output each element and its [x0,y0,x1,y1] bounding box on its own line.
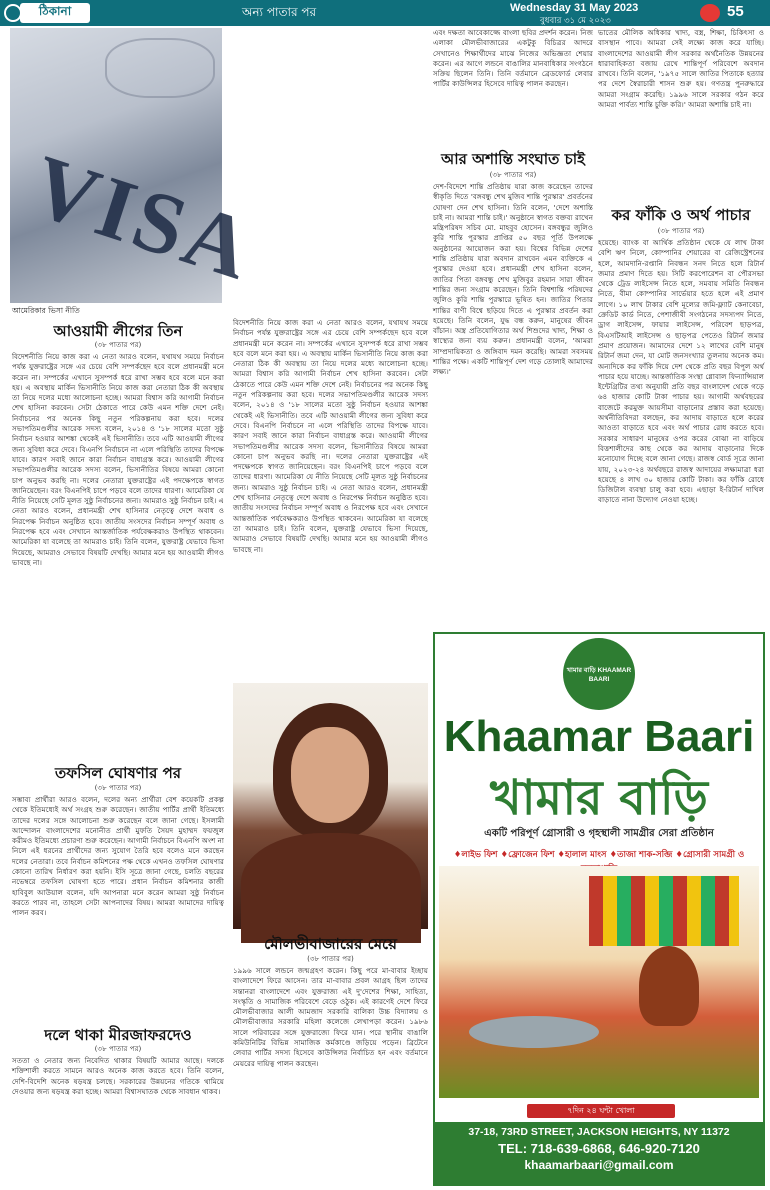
ad-items: ♦লাইভ ফিশ ♦ফ্রোজেন ফিশ ♦হালাল মাংস ♦তাজা শাক-সব্জি ♦গ্রোসারী সামগ্রী ও [453,850,745,860]
date-bangla: বুধবার ৩১ মে ২০২৩ [540,16,611,26]
khaamar-baari-ad[interactable] [433,632,765,1186]
section-title: অন্য পাতার পর [242,5,317,19]
visa-photo [10,28,266,303]
kor-continued: (৩৮ পাতার পর) [657,226,705,235]
ad-address: 37-18, 73RD STREET, JACKSON HEIGHTS, NY 11372 [468,1126,730,1138]
page-number: 55 [727,3,744,20]
tofsil-continued: (৩৮ পাতার পর) [94,783,142,792]
fish-graphic [469,1016,599,1048]
flag-icon [700,4,720,22]
kor-body: হয়েছে। ব্যাংক বা আর্থিক প্রতিষ্ঠান থেকে যে লাখ টাকা বেশি ঋণ নিলে, কোম্পানির শেয়ারের বা রেজিস্ট্রেশনের হলে, আমদানি-রপ্তানি নিবন্ধন সনদ নিতে হলে রিটার্ন জমার প্রমাণ দিতে হয়। সিটি করপোরেশন বা পৌরসভা থেকে ট্রেড লাইসেন্স নিতে হলে, সমবায় সমিতি নিবন্ধন নিতে, বীমা কোম্পানির সার্ভেয়ার হতে হলে এই প্রমাণ লাগে। ১০ লাখ টাকার বেশি মূল্যের জমি-ফ্ল্যাট কেনাবেচা, ক্রেডিট কার্ড নিতে, পেশাজীবী সংগঠনের সদস্যপদ নিতে, ড্রাগ লাইসেন্স, ফায়ার লাইসেন্স, পরিবেশ ছাড়পত্র, বিএসটিআই লাইসেন্স ও ছাড়পত্র পেতেও রিটার্ন জমার প্রমাণ প্রয়োজন। আমাদের দেশে ১২ লাখের বেশি মানুষ রিটার্ন জমা দেন, যা মোট জনসংখ্যার তুলনায় অনেক কম। অন্যদিকে কর ফাঁকি দিয়ে দেশ থেকে প্রতি বছর বিপুল অর্থ পাচার হয়ে যাচ্ছে। আন্তর্জাতিক সংস্থা গ্লোবাল ফিন্যান্সিয়াল ইন্টেগ্রিটির তথ্য অনুযায়ী প্রতি বছর বাংলাদেশ থেকে গড়ে ৬৪ হাজার কোটি টাকা পাচার হয়। আগামী অর্থবছরের বাজেটে করমুক্ত আয়সীমা বাড়ানোর প্রস্তাব করা হয়েছে। অর্থনীতিবিদরা বলছেন, কর আদায় বাড়াতে হলে করের আওতা বাড়াতে হবে এবং অর্থ পাচার রোধ করতে হবে। সরকার সাধারণ মানুষের ওপর করের বোঝা না বাড়িয়ে বিত্তশালীদের কাছ থেকে কর আদায় বাড়ানোর দিকে মনোযোগ দিচ্ছে বলে জানা গেছে। রাজস্ব বোর্ড সূত্রে জানা যায়, ২০২৩-২৪ অর্থবছরে রাজস্ব আদায়ের লক্ষ্যমাত্রা ধরা হয়েছে ৪ লাখ ৩০ হাজার কোটি টাকা। কর ফাঁকি রোধে ডিজিটাল ব্যবস্থা চালু করা হবে। এছাড়া ই-রিটার্ন দাখিল বাড়াতে নানা উদ্যোগ নেওয়া হচ্ছে। [598,238,764,505]
page-header [0,0,770,26]
moulvi-continued: (৩৮ পাতার পর) [307,954,354,963]
stamp-graphic [105,38,215,98]
ashanti-continued: (৩৮ পাতার পর) [489,170,537,179]
ad-hours: ৭দিন ২৪ ঘন্টা খোলা [527,1104,675,1118]
portrait-photo [233,683,428,929]
awami-body: বিদেশনীতি নিয়ে কাজ করা এ নেতা আরও বলেন, যথাযথ সময়ে নির্বাচন পর্যন্ত যুক্তরাষ্ট্রের সঙ্গে এর চেয়ে বেশি সম্পর্কছেদ হবে বলে প্রধানমন্ত্রী মনে করেন না। সম্পর্কের এখানে সুসম্পর্ক ধরে রাখা সম্ভব হবে বলে মনে করা হয়। এ অবস্থায় মার্কিন ভিসানীতি নিয়ে কাজ করা নেতারা ঠিক কী অবস্থায় তা নিয়ে দলের মধ্যে আলোচনা হচ্ছে। আমরা বিশ্বাস করি আগামী নির্বাচন শেখ হাসিনা করবেন। সেটা ঠেকাতে পারে কেউ এমন শক্তি দেশে নেই। নির্বাচনের পর অনেক কিছু নতুন পরিকল্পনায় করা হবে। দলের সভাপতিমণ্ডলীর আরেক সদস্য বলেন, ২০১৪ ও '১৮ সালের মতো সুষ্ঠু নির্বাচন হওয়ার আশঙ্কা থেকেই এই ভিসানীতি। তবে এটি আওয়ামী লীগের জন্য সুবিধা করে দেবে। বিএনপি নির্বাচনে না এলে পরিস্থিতি তাদের বিপক্ষে যাবে। কারণ সবাই জানে কারা নির্বাচন বাধাগ্রস্ত করে। আওয়ামী লীগের সভাপতিমণ্ডলীর আরেক সদস্য বলেন, ভিসানীতির বিষয়ে আমরা কোনো চাপ অনুভব করছি না। দলের নেতারা যুক্তরাষ্ট্রের এই পদক্ষেপকে স্বাগত জানিয়েছেন। বরং বিএনপিই চাপে পড়বে বলে তাদের ধারণা। আমেরিকা যে নীতি নিয়েছে সেটি মূলত সুষ্ঠু নির্বাচনের জন্য। আমরাও সুষ্ঠু নির্বাচন চাই। এ নেতা আরও বলেন, প্রধানমন্ত্রী শেখ হাসিনার নেতৃত্বে দেশে অবাধ ও নিরপেক্ষ নির্বাচন অনুষ্ঠিত হবে। জাতীয় সংসদের নির্বাচন সম্পূর্ণ অবাধ ও নিরপেক্ষ হবে এবং সেখানে আন্তর্জাতিক পর্যবেক্ষকরাও উপস্থিত থাকবেন। আমেরিকা যা বলেছে তা আমরাও চাই। তিনি বলেন, যুক্তরাষ্ট্র যেভাবে ভিসা দিয়েছে, আমরাও সেভাবে বিষয়টি দেখছি। আমার মনে হয় আওয়ামী লীগও ভাবছে না। [12,352,224,567]
mir-continued: (৩৮ পাতার পর) [94,1044,142,1053]
awami-continued: (৩৮ পাতার পর) [94,340,142,349]
date-english: Wednesday 31 May 2023 [510,2,639,14]
face-shape [291,727,369,823]
moulvi-headline: মৌলভীবাজারের মেয়ে [264,935,397,953]
ashanti-headline: আর অশান্তি সংঘাত চাই [441,150,585,168]
ad-badge: খামার বাড়ি KHAAMAR BAARI [563,638,635,710]
awami-headline: আওয়ামী লীগের তিন [53,322,183,340]
ad-tagline: একটি পরিপূর্ণ গ্রোসারী ও গৃহস্থালী সামগ্রীর সেরা প্রতিষ্ঠান [484,828,714,839]
ashanti-body: দেশ-বিদেশে শান্তি প্রতিষ্ঠায় যারা কাজ করেছেন তাদের স্বীকৃতি দিতে 'বঙ্গবন্ধু শেখ মুজিব শান্তি পুরস্কার' প্রবর্তনের ঘোষণা দেন শেখ হাসিনা। তিনি বলেন, 'দেশে অশান্তি চাই না। আমরা শান্তি চাই।' অনুষ্ঠানে স্বাগত বক্তব্য রাখেন মন্ত্রিপরিষদ সচিব মো. মাহবুব হোসেন। বঙ্গবন্ধুর জুলিও কুরি শান্তি পুরস্কার প্রাপ্তির ৫০ বছর পূর্তি উপলক্ষে অনুষ্ঠানের আয়োজন করা হয়। বিশ্বের বিভিন্ন দেশের শান্তি প্রতিষ্ঠায় যারা অবদান রাখবেন এমন ব্যক্তিকে এ পুরস্কার দেওয়া হবে। প্রধানমন্ত্রী শেখ হাসিনা বলেন, জাতির পিতা বঙ্গবন্ধু শেখ মুজিবুর রহমান সারা জীবন শান্তির জন্য সংগ্রাম করেছেন। তিনি বিশ্বশান্তি পরিষদের জুলিও কুরি শান্তি পুরস্কারে ভূষিত হন। জাতির পিতার শান্তির বাণী বিশ্বে ছড়িয়ে দিতে এ পুরস্কার প্রবর্তন করা হয়েছে। তিনি বলেন, যুদ্ধ বন্ধ করুন, মানুষের জীবন বাঁচান। অস্ত্র প্রতিযোগিতার অর্থ শিশুদের খাদ্য, শিক্ষা ও স্বাস্থ্যের জন্য ব্যয় করুন। প্রধানমন্ত্রী বলেন, 'আমরা সাম্প্রদায়িকতা ও জঙ্গিবাদ দমন করেছি। আমরা সবসময় শান্তির পক্ষে। একটি শান্তিপূর্ণ দেশ গড়ে তোলাই আমাদের লক্ষ্য।' [433,182,593,377]
ad-food-image [439,866,759,1098]
tofsil-body: সম্ভাব্য প্রার্থীরা আরও বলেন, দলের অন্য প্রার্থীরা বেশ কয়েকটি প্রকল্প থেকে ইতিমধ্যেই অর্থ সংগ্রহ শুরু করেছেন। জাতীয় পার্টির প্রার্থী ইতিমধ্যে তাদের দলের সঙ্গে আলোচনা শুরু করেছেন বলে জানা গেছে। ইসলামী আন্দোলন বাংলাদেশের মনোনীত প্রার্থী মুফতি সৈয়দ মুহাম্মদ ফয়জুল করীমও ইতিমধ্যে প্রচারণা শুরু করেছেন। আগামী নির্বাচনে বিএনপি অংশ না নিলে এই ধরনের প্রার্থীদের জন্য সুযোগ তৈরি হবে বলেও মনে করছেন দলের নেতারা। তবে নির্বাচন কমিশনের পক্ষ থেকে এখনও তফসিল ঘোষণার কোনো তারিখ নির্ধারণ করা হয়নি। ইসি সূত্রে জানা গেছে, চলতি বছরের নভেম্বরে তফসিল ঘোষণা হতে পারে। প্রধান নির্বাচন কমিশনার কাজী হাবিবুল আউয়াল বলেন, যদি আপনারা মনে করেন আমরা সুষ্ঠু নির্বাচন করতে পারব না, তাহলে সেটা আপনাদের বিষয়। আমরা আমাদের দায়িত্ব পালন করব। [12,795,224,918]
ad-name-bangla: খামার বাড়ি [490,770,708,826]
mir-headline: দলে থাকা মীরজাফরদেও [44,1026,192,1044]
ad-email[interactable]: khaamarbaari@gmail.com [524,1158,674,1172]
newspaper-logo: ঠিকানা [20,3,90,23]
body-shape [241,833,421,943]
intro-body: এবং দক্ষতা আবেকাজ্জে বাংলা ছবির প্রদর্শন করেন। নিজ এলাকা মৌলভীবাজারের একটুকু বিচিত্রর আদরে সেখানেও শিক্ষার্থীদের মাঝে নিজের অভিজ্ঞতা শেয়ার করেন। এর আগে লন্ডনে বাঙালির মানবাধিকার সংগঠনে সক্রিয় ছিলেন তিনি। তিনি বর্তমানে ব্রেডফোর্ড লেবার পার্টির কাউন্সিলর হিসেবে দায়িত্ব পালন করছেন। [433,28,593,89]
ad-footer [435,1122,763,1184]
kor-headline: কর ফাঁকি ও অর্থ পাচার [611,206,751,224]
rooster-graphic [639,946,699,1026]
awami-body-continued: বিদেশনীতি নিয়ে কাজ করা এ নেতা আরও বলেন, যথাযথ সময়ে নির্বাচন পর্যন্ত যুক্তরাষ্ট্রের সঙ্গে এর চেয়ে বেশি সম্পর্কছেদ হবে বলে প্রধানমন্ত্রী মনে করেন না। সম্পর্কের এখানে সুসম্পর্ক ধরে রাখা সম্ভব হবে বলে মনে করা হয়। এ অবস্থায় মার্কিন ভিসানীতি নিয়ে কাজ করা নেতারা ঠিক কী অবস্থায় তা নিয়ে দলের মধ্যে আলোচনা হচ্ছে। আমরা বিশ্বাস করি আগামী নির্বাচন শেখ হাসিনা করবেন। সেটা ঠেকাতে পারে কেউ এমন শক্তি দেশে নেই। নির্বাচনের পর অনেক কিছু নতুন পরিকল্পনায় করা হবে। দলের সভাপতিমণ্ডলীর আরেক সদস্য বলেন, ২০১৪ ও '১৮ সালের মতো সুষ্ঠু নির্বাচন হওয়ার আশঙ্কা থেকেই এই ভিসানীতি। তবে এটি আওয়ামী লীগের জন্য সুবিধা করে দেবে। বিএনপি নির্বাচনে না এলে পরিস্থিতি তাদের বিপক্ষে যাবে। কারণ সবাই জানে কারা নির্বাচন বাধাগ্রস্ত করে। আওয়ামী লীগের সভাপতিমণ্ডলীর আরেক সদস্য বলেন, ভিসানীতির বিষয়ে আমরা কোনো চাপ অনুভব করছি না। দলের নেতারা যুক্তরাষ্ট্রের এই পদক্ষেপকে স্বাগত জানিয়েছেন। বরং বিএনপিই চাপে পড়বে বলে তাদের ধারণা। আমেরিকা যে নীতি নিয়েছে সেটি মূলত সুষ্ঠু নির্বাচনের জন্য। আমরাও সুষ্ঠু নির্বাচন চাই। এ নেতা আরও বলেন, প্রধানমন্ত্রী শেখ হাসিনার নেতৃত্বে দেশে অবাধ ও নিরপেক্ষ নির্বাচন অনুষ্ঠিত হবে। জাতীয় সংসদের নির্বাচন সম্পূর্ণ অবাধ ও নিরপেক্ষ হবে এবং সেখানে আন্তর্জাতিক পর্যবেক্ষকরাও উপস্থিত থাকবেন। আমেরিকা যা বলেছে তা আমরাও চাই। তিনি বলেন, যুক্তরাষ্ট্র যেভাবে ভিসা দিয়েছে, আমরাও সেভাবে বিষয়টি দেখছি। আমার মনে হয় আওয়ামী লীগও ভাবছে না। [233,318,428,554]
moulvi-body: ১৯৯৬ সালে লন্ডনে জন্মগ্রহণ করেন। কিছু পরে মা-বাবার ইচ্ছায় বাংলাদেশে ফিরে আসেন। তার মা-বাবার প্রবল আগ্রহ ছিল তাদের সন্তানরা বাংলাদেশে এবং যুক্তরাজ্য এই দু'দেশের শিক্ষা, সাহিত্য, সংস্কৃতি ও সামাজিক পরিবেশে বেড়ে ওঠুক। এই কারণেই দেশে ফিরে মৌলভীবাজার আলী আমজাদ সরকারি বালিকা উচ্চ বিদ্যালয় ও মৌলভীবাজার সরকারি মহিলা কলেজে লেখাপড়া করেন। ১৯৮৬ সালে পরিবারের সঙ্গে যুক্তরাজ্যে ফিরে যান। পরে স্থানীয় বাঙালি কমিউনিটির বিভিন্ন সামাজিক কর্মকাণ্ডে জড়িয়ে পড়েন। ব্রিটেনে লেবার পার্টির সদস্য হিসেবে কাউন্সিলর নির্বাচিত হন এবং বর্তমানে মেয়রের দায়িত্ব পালন করছেন। [233,966,428,1068]
intro-right-body: ভাতের মৌলিক অধিকার খাদ্য, বস্ত্র, শিক্ষা, চিকিৎসা ও বাসস্থান পাবে। আমরা সেই লক্ষ্যে কাজ করে যাচ্ছি। বাংলাদেশের আওয়ামী লীগ সরকার অর্থনৈতিক উন্নয়নের ধারাবাহিকতা বজায় রেখে শান্তিপূর্ণ পরিবেশে অবদান রাখবে। তিনি বলেন, '১৯৭৫ সালে জাতির পিতাকে হত্যার পর দেশে স্বৈরাচারী শাসন শুরু হয়। গণতন্ত্র পুনরুদ্ধারে আমরা সংগ্রাম করেছি। ১৯৯৬ সালে সরকার গঠন করে আমরা পার্বত্য শান্তি চুক্তি করি।' আমরা অশান্তি চাই না। [598,28,764,110]
ad-name-english: Khaamar Baari [443,712,755,761]
visa-caption: আমেরিকার ভিসা নীতি [12,306,80,315]
visa-word: VISA [20,137,266,300]
tofsil-headline: তফসিল ঘোষণার পর [54,764,182,782]
grocery-shelf-graphic [589,876,739,946]
mir-body: সততা ও নেতার জন্য নিবেদিত থাকার বিষয়টি আমার আছে। দলকে শক্তিশালী করতে সামনে আরও অনেক কাজ করতে হবে। তিনি বলেন, দেশি-বিদেশি অনেক ষড়যন্ত্র চলছে। সরকারের উন্নয়নের গতিকে থামিয়ে দেওয়ার জন্য ষড়যন্ত্র করা হচ্ছে। আমরা বিশ্বাসঘাতক থেকে সাবধান থাকব। [12,1056,224,1096]
ad-phone[interactable]: TEL: 718-639-6868, 646-920-7120 [498,1141,700,1156]
